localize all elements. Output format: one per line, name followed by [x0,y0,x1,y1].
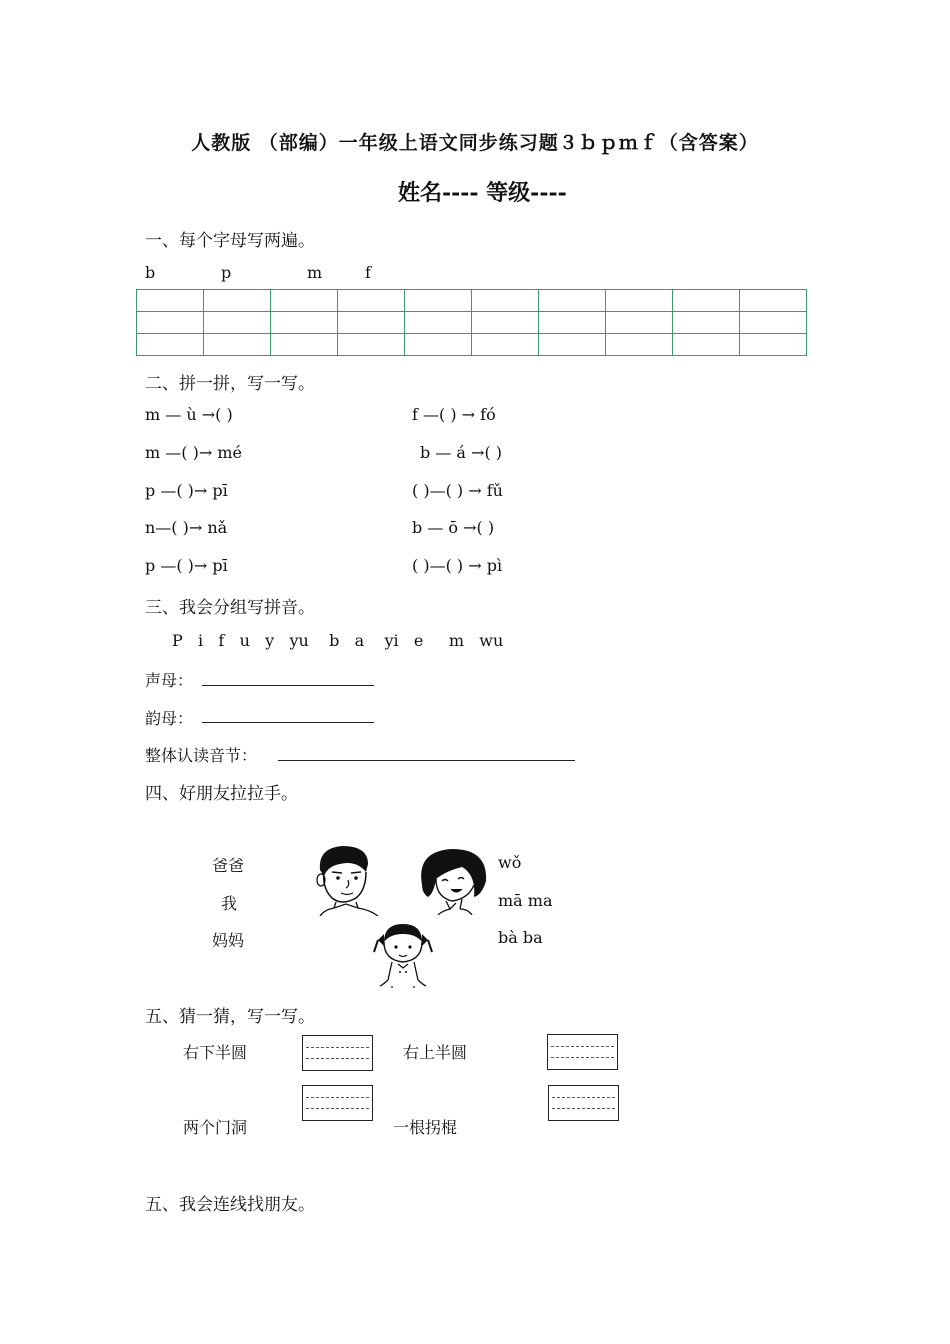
spell-right-4: b — ō →( ) [412,518,495,537]
pinyin-mama: mā ma [498,891,553,910]
pinyin-baba: bà ba [498,928,543,947]
shengmu-label: 声母： [145,671,194,690]
spell-right-5: ( )—( ) → pì [412,556,503,575]
section-3-heading: 三、我会分组写拼音。 [145,598,315,618]
answer-box-2[interactable] [547,1034,618,1070]
letter-m: m [307,263,323,282]
word-wo: 我 [221,894,238,913]
spell-right-3: ( )—( ) → fǔ [412,481,503,500]
answer-box-3[interactable] [302,1085,373,1121]
page-title: 人教版 （部编）一年级上语文同步练习题３ｂｐｍｆ（含答案） [191,132,759,154]
spell-right-1: f —( ) → fó [412,405,496,424]
section-4-heading: 四、好朋友拉拉手。 [145,784,298,804]
spell-left-1: m — ù →( ) [145,405,233,424]
letter-f: f [365,263,371,282]
section-5-heading: 五、猜一猜，写一写。 [145,1007,315,1027]
letter-b: b [145,263,156,282]
shengmu-answer-line[interactable] [202,685,374,686]
letter-p: p [221,263,232,282]
yunmu-label: 韵母： [145,709,194,728]
spell-left-2: m —( )→ mé [145,443,242,462]
word-mama: 妈妈 [212,931,245,950]
section-6-heading: 五、我会连线找朋友。 [145,1195,315,1215]
pinyin-wo: wǒ [498,853,522,872]
word-baba: 爸爸 [212,856,245,875]
answer-box-4[interactable] [548,1085,619,1121]
riddle-3: 两个门洞 [183,1118,248,1137]
spell-left-3: p —( )→ pī [145,481,228,500]
riddle-2: 右上半圆 [403,1043,468,1062]
yunmu-answer-line[interactable] [202,722,374,723]
name-grade-line: 姓名---- 等级---- [398,180,567,206]
answer-box-1[interactable] [302,1035,373,1071]
riddle-4: 一根拐棍 [393,1118,458,1137]
child-illustration [370,920,436,988]
section-1-heading: 一、每个字母写两遍。 [145,231,315,251]
writing-grid[interactable] [136,289,807,356]
pinyin-items: P i f u y yu b a yi e m wu [172,631,504,650]
mother-illustration [416,845,494,915]
riddle-1: 右下半圆 [183,1043,248,1062]
spell-right-2: b — á →( ) [420,443,503,462]
zhengti-answer-line[interactable] [278,760,575,761]
spell-left-4: n—( )→ nǎ [145,518,228,537]
father-illustration [312,842,382,916]
spell-left-5: p —( )→ pī [145,556,228,575]
section-2-heading: 二、拼一拼，写一写。 [145,374,315,394]
zhengti-label: 整体认读音节： [145,746,258,765]
